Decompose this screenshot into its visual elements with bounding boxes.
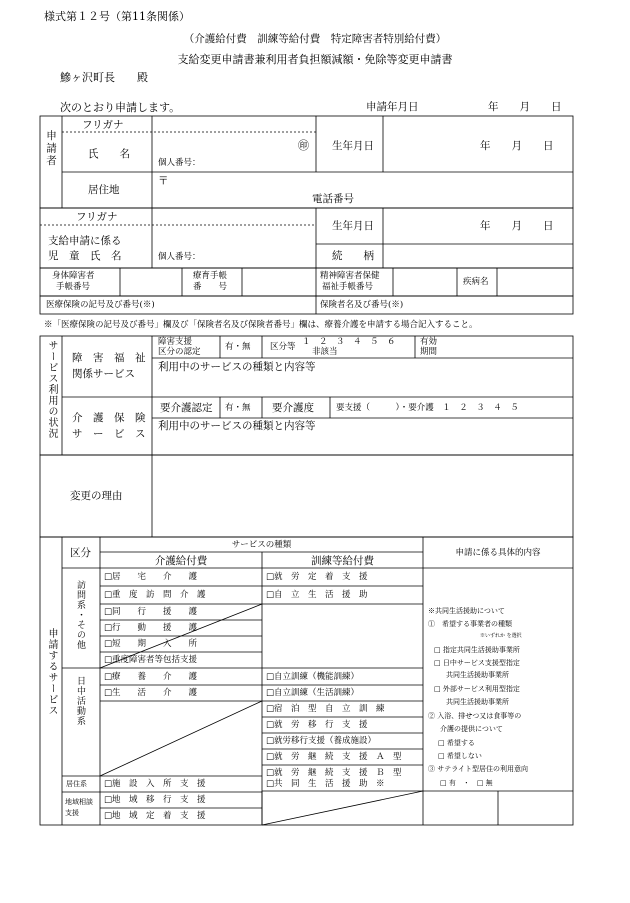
child-birth-units: 年 月 日 <box>480 220 554 232</box>
applicant-side-label: 申請者 <box>45 130 57 168</box>
applicant-individual-no-label: 個人番号： <box>158 158 201 168</box>
kaigo-item[interactable]: □重度障害者等包括支援 <box>104 655 198 665</box>
intro-text: 次のとおり申請します。 <box>60 101 181 114</box>
application-date-units: 年 月 日 <box>488 101 562 113</box>
services-side-label: 申請するサービス <box>46 628 57 716</box>
applicant-birth-units: 年 月 日 <box>480 140 554 152</box>
kaigo-item[interactable]: □重 度 訪 問 介 護 <box>104 590 206 600</box>
service-types-header: サービスの種類 <box>231 540 292 550</box>
child-label-1: 支給申請に係る <box>48 235 122 247</box>
addressee: 鰺ヶ沢町長 殿 <box>60 71 148 84</box>
support-category-label-2: 区分の認定 <box>158 347 201 357</box>
chiiki-item[interactable]: □地 域 定 着 支 援 <box>104 811 206 821</box>
kunren-item[interactable]: □自 立 生 活 援 助 <box>266 590 368 600</box>
care-support-scale: 要支援（ ）・要介護 １ ２ ３ ４ ５ <box>336 403 519 413</box>
kunren-item[interactable]: □共 同 生 活 援 助 ※ <box>266 779 385 789</box>
kunren-item[interactable]: □就 労 定 着 支 援 <box>266 572 368 582</box>
address-label: 居住地 <box>88 184 120 196</box>
detail-q2b: 介護の提供について <box>440 725 503 733</box>
physical-card-label-1: 身体障害者 <box>52 271 95 281</box>
relation-label: 続 柄 <box>332 250 374 262</box>
service-status-side-label: サービス利用の状況 <box>46 340 57 439</box>
kunren-item[interactable]: □宿 泊 型 自 立 訓 練 <box>266 704 385 714</box>
disease-label: 疾病名 <box>463 277 489 287</box>
physical-card-label-2: 手帳番号 <box>56 282 91 292</box>
welfare-label-1: 障 害 福 祉 <box>72 352 146 364</box>
detail-q3: ③ サテライト型居住の利用意向 <box>428 765 529 773</box>
detail-option-1[interactable]: □ 指定共同生活援助事業所 <box>434 646 520 654</box>
valid-period-label-2: 期間 <box>420 347 438 357</box>
kaigo-item[interactable]: □療 養 介 護 <box>104 672 198 682</box>
kaigo-header: 介護給付費 <box>154 555 208 567</box>
category-nichu: 日中活動系 <box>75 676 85 726</box>
reason-label: 変更の理由 <box>70 490 123 502</box>
kunren-item[interactable]: □就 労 継 続 支 援 Ａ 型 <box>266 752 402 762</box>
child-furigana-label: フリガナ <box>76 211 118 223</box>
kunren-header: 訓練等給付費 <box>311 555 374 567</box>
support-category-label-1: 障害支援 <box>158 337 193 347</box>
insurer-label: 保険者名及び番号(※) <box>320 300 404 310</box>
kunren-item[interactable]: □就 労 継 続 支 援 Ｂ 型 <box>266 768 402 778</box>
not-applicable-label: 非該当 <box>312 347 338 357</box>
care-cert-label: 要介護認定 <box>160 402 213 414</box>
detail-q2: ② 入浴、排せつ又は食事等の <box>428 712 522 720</box>
class-label: 区分等 <box>270 342 296 352</box>
detail-option-2[interactable]: □ 日中サービス支援型指定 <box>434 659 520 667</box>
mental-card-label-2: 福祉手帳番号 <box>322 282 374 292</box>
kunren-item[interactable]: □就労移行支援（養成施設） <box>266 736 377 746</box>
ryoiku-card-label-2: 番 号 <box>193 282 228 292</box>
kaigo-item[interactable]: □同 行 援 護 <box>104 607 198 617</box>
detail-header: 申請に係る具体的内容 <box>455 548 541 558</box>
child-label-2: 児 童 氏 名 <box>48 250 122 262</box>
form-subtitle: （介護給付費 訓練等給付費 特定障害者特別給付費） <box>183 33 447 45</box>
kyoju-item[interactable]: □施 設 入 所 支 援 <box>104 779 206 789</box>
kaigo-item[interactable]: □行 動 援 護 <box>104 623 198 633</box>
kaigo-item[interactable]: □居 宅 介 護 <box>104 572 198 582</box>
detail-hope[interactable]: □ 希望する <box>438 739 475 747</box>
support-yes-no: 有・無 <box>225 342 251 352</box>
kunren-item[interactable]: □自立訓練（生活訓練） <box>266 688 360 698</box>
care-yes-no: 有・無 <box>225 403 251 413</box>
welfare-content-label: 利用中のサービスの種類と内容等 <box>158 361 316 373</box>
form-number: 様式第１２号（第11条関係） <box>44 10 190 23</box>
detail-option-3[interactable]: □ 外部サービス利用型指定 <box>434 685 520 693</box>
postal-mark: 〒 <box>158 175 169 187</box>
care-insurance-label-1: 介 護 保 険 <box>72 412 146 424</box>
category-homon: 訪問系・その他 <box>75 580 85 650</box>
mental-card-label-1: 精神障害者保健 <box>320 271 380 281</box>
applicant-birth-label: 生年月日 <box>332 140 374 152</box>
ryoiku-card-label-1: 療育手帳 <box>193 271 228 281</box>
seal-mark: ㊞ <box>298 139 309 152</box>
application-date-label: 申請年月日 <box>366 101 419 113</box>
detail-title: ※共同生活援助について <box>428 607 505 615</box>
kunren-item[interactable]: □自立訓練（機能訓練） <box>266 672 360 682</box>
detail-q3-options[interactable]: □ 有 ・ □ 無 <box>440 779 493 787</box>
category-header: 区分 <box>70 547 91 559</box>
child-individual-no-label: 個人番号： <box>158 252 201 262</box>
category-chiiki: 地域相談支援 <box>65 798 93 817</box>
care-content-label: 利用中のサービスの種類と内容等 <box>158 420 316 432</box>
care-insurance-label-2: サ ー ビ ス <box>72 428 146 440</box>
category-kyoju: 居住系 <box>66 780 87 788</box>
child-birth-label: 生年月日 <box>332 220 374 232</box>
valid-period-label-1: 有効 <box>420 337 438 347</box>
detail-q1-note: ※いずれか を選択 <box>480 633 522 639</box>
note-text: ※「医療保険の記号及び番号」欄及び「保険者名及び保険者番号」欄は、療養介護を申請する場合記入すること。 <box>44 320 478 330</box>
applicant-furigana-label: フリガナ <box>82 119 124 131</box>
kaigo-item[interactable]: □短 期 入 所 <box>104 639 198 649</box>
medical-insurance-label: 医療保険の記号及び番号(※) <box>46 300 155 310</box>
kunren-item[interactable]: □就 労 移 行 支 援 <box>266 720 368 730</box>
detail-no-hope[interactable]: □ 希望しない <box>438 752 482 760</box>
class-numbers: １ ２ ３ ４ ５ ６ <box>302 337 396 347</box>
form-title: 支給変更申請書兼利用者負担額減額・免除等変更申請書 <box>177 53 453 66</box>
kaigo-item[interactable]: □生 活 介 護 <box>104 688 198 698</box>
detail-option-3b: 共同生活援助事業所 <box>446 698 509 706</box>
welfare-label-2: 関係サービス <box>72 368 135 380</box>
care-level-label: 要介護度 <box>272 402 314 414</box>
chiiki-item[interactable]: □地 域 移 行 支 援 <box>104 795 206 805</box>
applicant-name-label: 氏 名 <box>88 148 130 160</box>
detail-q1: ① 希望する事業者の種類 <box>428 620 512 628</box>
phone-label: 電話番号 <box>312 193 354 205</box>
detail-option-2b: 共同生活援助事業所 <box>446 671 509 679</box>
